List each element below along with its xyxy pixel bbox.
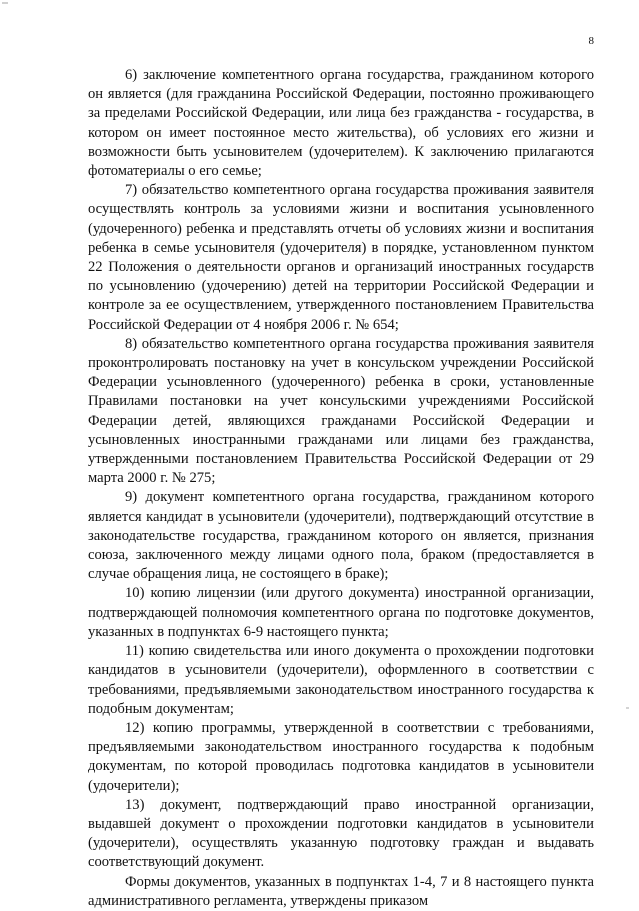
page-number: 8 [588, 35, 594, 47]
list-item-7: 7) обязательство компетентного органа государства проживания заявителя осуществлять контроль за условиями жизни и воспитания усыновленного (удочеренного) ребенка и представлять отчеты об условиях жизни и воспитания ребенка в семье усыновителя (удочерителя) в порядке, установленном пунктом 22 Положения о деятельности органов и организаций иностранных государств по усыновлению (удочерению) детей на территории Российской Федерации и контроле за ее осуществлением, утвержденного постановлением Правительства Российской Федерации от 4 ноября 2006 г. № 654; [88, 182, 594, 333]
scan-artifact [2, 2, 8, 4]
list-item-12: 12) копию программы, утвержденной в соответствии с требованиями, предъявляемыми законодательством иностранного государства к подобным документам, по которой проводилась подготовка кандидатов в усыновители (удочерители); [88, 719, 594, 794]
list-item-10: 10) копию лицензии (или другого документа) иностранной организации, подтверждающей полномочия компетентного органа по подготовке документов, указанных в подпунктах 6-9 настоящего пункта; [88, 585, 594, 640]
list-item-8: 8) обязательство компетентного органа государства проживания заявителя проконтролировать постановку на учет в консульском учреждении Российской Федерации усыновленного (удочеренного) ребенка в сроки, установленные Правилами постановки на учет консульскими учреждениями Российской Федерации детей, являющихся гражданами Российской Федерации и усыновленных иностранными гражданами или лицами без гражданства, утвержденными постановлением Правительства Российской Федерации от 29 марта 2000 г. № 275; [88, 335, 594, 487]
document-body [88, 66, 594, 911]
list-item-13: 13) документ, подтверждающий право иностранной организации, выдавшей документ о прохождении подготовки кандидатов в усыновители (удочерители), осуществлять указанную подготовку граждан и выдавать соответствующий документ. [88, 796, 594, 871]
list-item-6: 6) заключение компетентного органа государства, гражданином которого он является (для гражданина Российской Федерации, постоянно проживающего за пределами Российской Федерации, или лица без гражданства - государства, в котором он имеет постоянное место жительства), об условиях его жизни и возможности быть усыновителем (удочерителем). К заключению прилагаются фотоматериалы о его семье; [88, 67, 594, 180]
closing-paragraph: Формы документов, указанных в подпунктах 1-4, 7 и 8 настоящего пункта административного регламента, утверждены приказом [88, 873, 594, 909]
list-item-11: 11) копию свидетельства или иного документа о прохождении подготовки кандидатов в усыновители (удочерители), оформленного в соответствии с требованиями, предъявляемыми законодательством иностранного государства к подобным документам; [88, 643, 594, 717]
list-item-9: 9) документ компетентного органа государства, гражданином которого является кандидат в усыновители (удочерители), подтверждающий отсутствие в законодательстве государства, гражданином которого он является, признания союза, заключенного между лицами одного пола, браком (предоставляется в случае обращения лица, не состоящего в браке); [88, 489, 594, 583]
scan-artifact [626, 707, 629, 709]
